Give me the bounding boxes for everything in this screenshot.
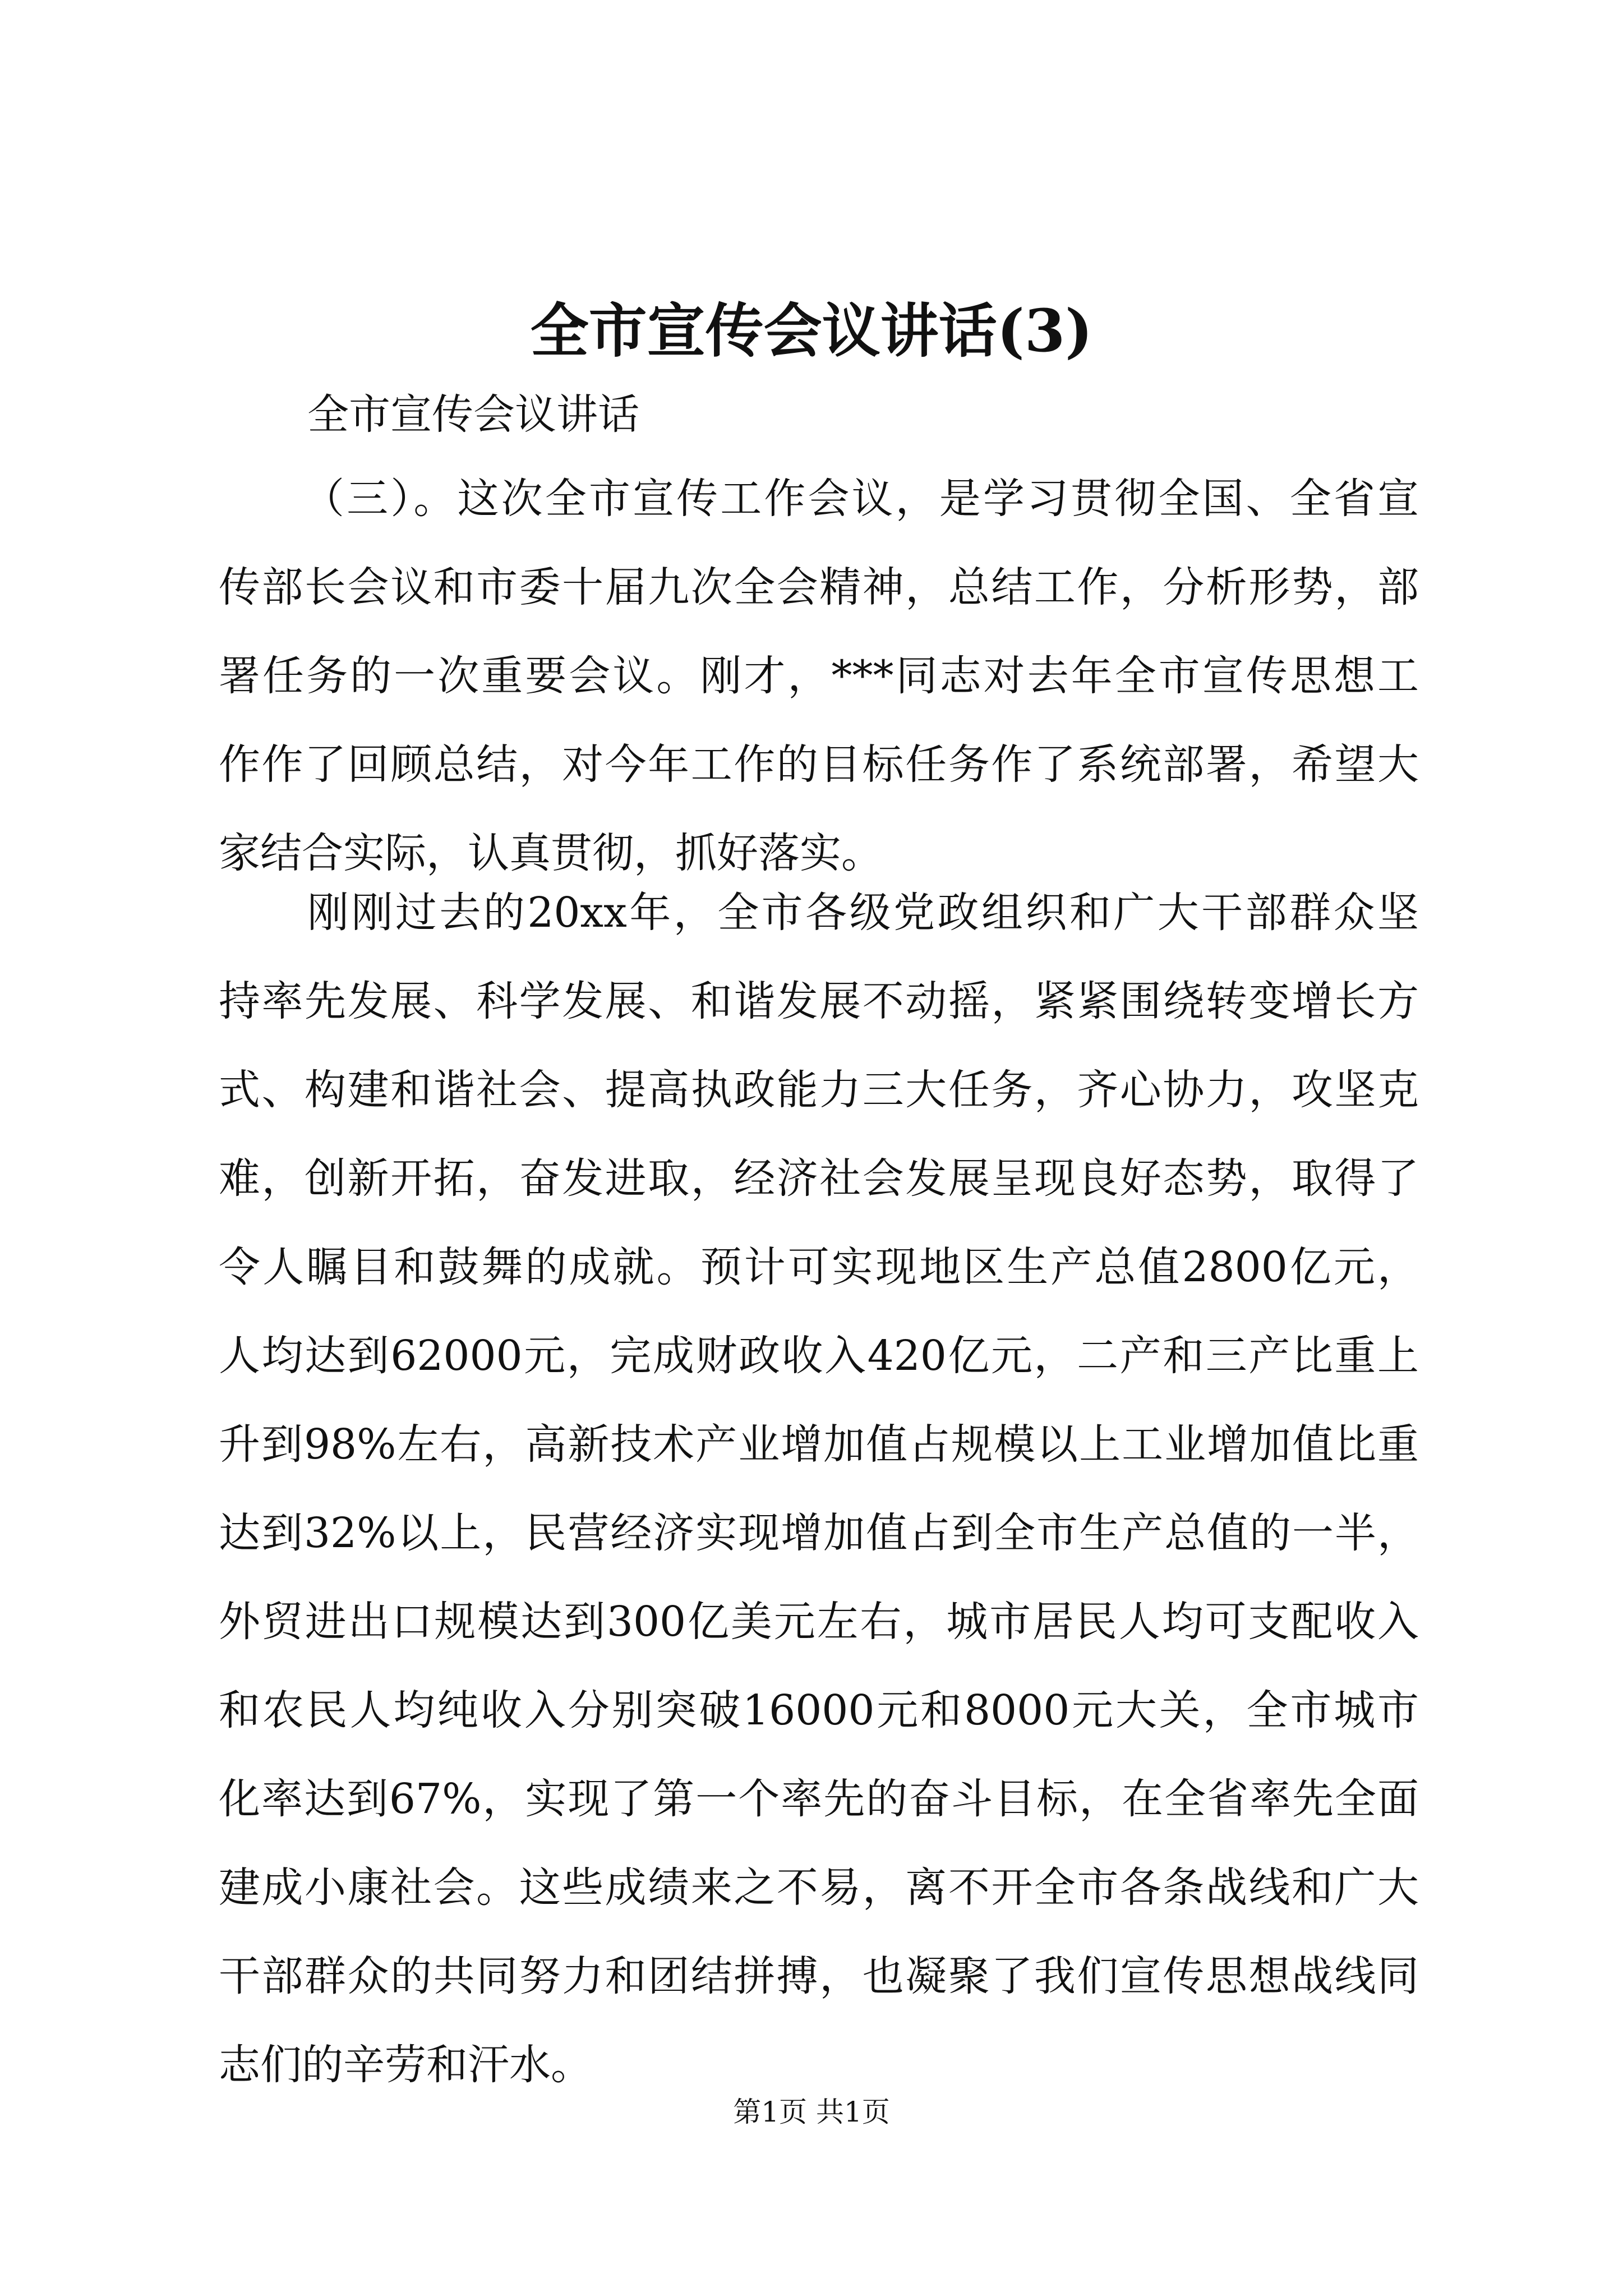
paragraph-line: 署任务的一次重要会议。刚才，***同志对去年全市宣传思想工: [219, 652, 1419, 700]
paragraph-line: 持率先发展、科学发展、和谐发展不动摇，紧紧围绕转变增长方: [219, 977, 1419, 1025]
paragraph-line: 志们的辛劳和汗水。: [219, 2041, 592, 2089]
paragraph-line: 建成小康社会。这些成绩来之不易，离不开全市各条战线和广大: [219, 1864, 1419, 1912]
paragraph-line: 作作了回顾总结，对今年工作的目标任务作了系统部署，希望大: [219, 740, 1419, 789]
paragraph-line: 难，创新开拓，奋发进取，经济社会发展呈现良好态势，取得了: [219, 1154, 1419, 1203]
paragraph-line: 传部长会议和市委十届九次全会精神，总结工作，分析形势，部: [219, 563, 1419, 611]
paragraph-line: 人均达到62000元，完成财政收入420亿元，二产和三产比重上: [219, 1332, 1419, 1380]
paragraph-line: 升到98%左右，高新技术产业增加值占规模以上工业增加值比重: [219, 1420, 1419, 1469]
paragraph-line: （三）。这次全市宣传工作会议，是学习贯彻全国、全省宣: [303, 475, 1419, 523]
paragraph-line: 式、构建和谐社会、提高执政能力三大任务，齐心协力，攻坚克: [219, 1066, 1419, 1114]
paragraph-line: 达到32%以上，民营经济实现增加值占到全市生产总值的一半，: [219, 1509, 1419, 1557]
page-footer: 第1页 共1页: [733, 2096, 890, 2128]
document-subtitle: 全市宣传会议讲话: [307, 390, 639, 439]
paragraph-1: [219, 454, 1419, 898]
paragraph-line: 和农民人均纯收入分别突破16000元和8000元大关，全市城市: [219, 1686, 1419, 1734]
paragraph-line: 外贸进出口规模达到300亿美元左右，城市居民人均可支配收入: [219, 1598, 1419, 1646]
paragraph-line: 令人瞩目和鼓舞的成就。预计可实现地区生产总值2800亿元，: [219, 1243, 1419, 1291]
paragraph-2: [219, 868, 1419, 2109]
paragraph-line: 化率达到67%，实现了第一个率先的奋斗目标，在全省率先全面: [219, 1775, 1419, 1823]
paragraph-line: 干部群众的共同努力和团结拼搏，也凝聚了我们宣传思想战线同: [219, 1952, 1419, 2000]
paragraph-line: 家结合实际，认真贯彻，抓好落实。: [219, 829, 883, 877]
document-title: 全市宣传会议讲话(3): [530, 296, 1093, 365]
paragraph-line: 刚刚过去的20xx年，全市各级党政组织和广大干部群众坚: [307, 889, 1419, 937]
